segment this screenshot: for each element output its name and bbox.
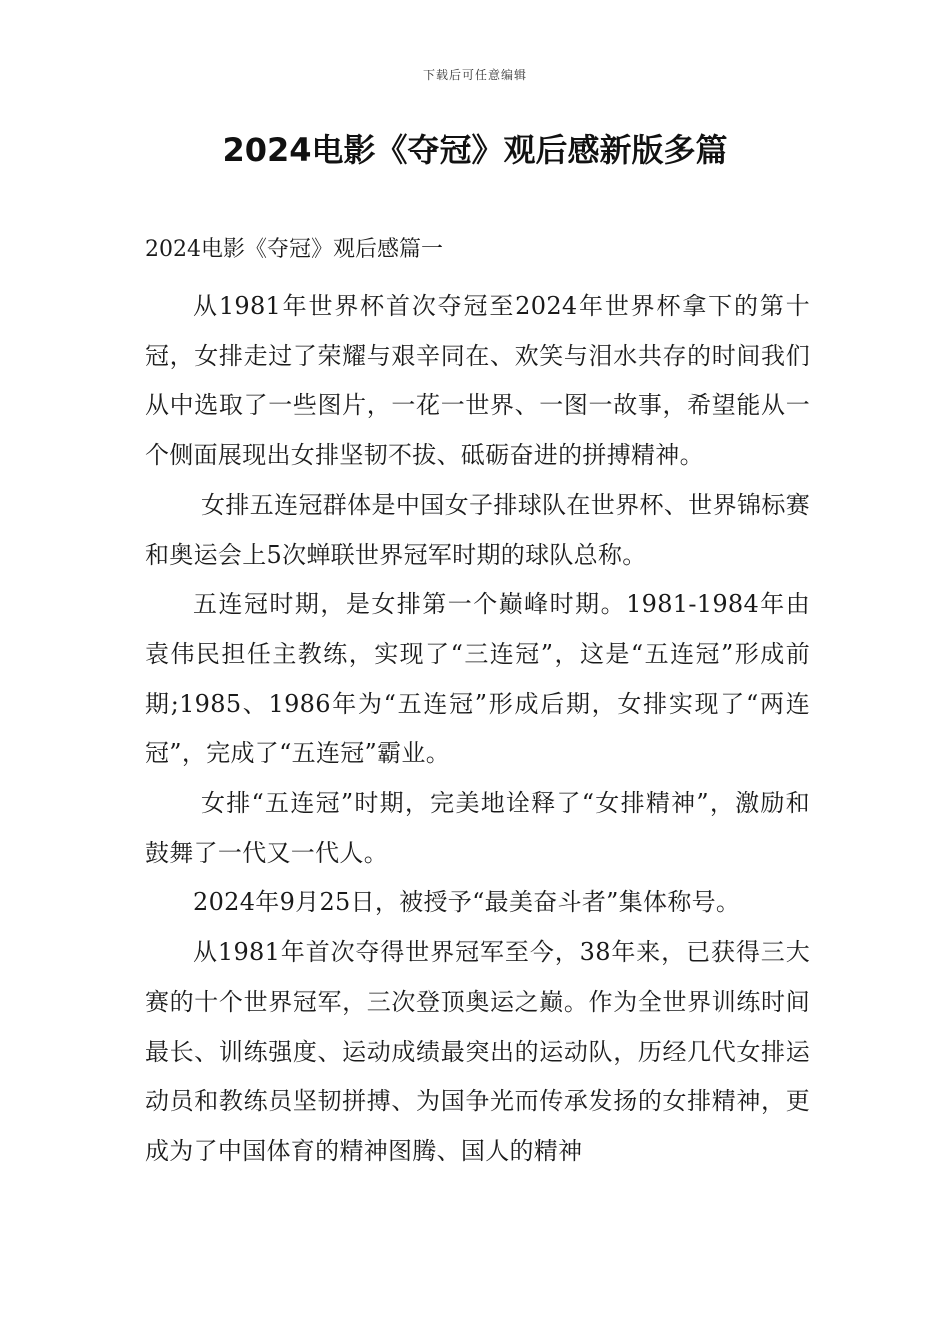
body-text: [145, 282, 810, 1177]
paragraph-4: 女排“五连冠”时期，完美地诠释了“女排精神”，激励和鼓舞了一代又一代人。: [145, 789, 810, 867]
paragraph-3: 五连冠时期，是女排第一个巅峰时期。1981-1984年由袁伟民担任主教练，实现了“三连冠”，这是“五连冠”形成前期;1985、1986年为“五连冠”形成后期，女排实现了“两连冠”，完成了“五连冠”霸业。: [145, 590, 810, 768]
section-heading: 2024电影《夺冠》观后感篇一: [145, 237, 443, 262]
paragraph-1: 从1981年世界杯首次夺冠至2024年世界杯拿下的第十冠，女排走过了荣耀与艰辛同在、欢笑与泪水共存的时间我们从中选取了一些图片，一花一世界、一图一故事，希望能从一个侧面展现出女排坚韧不拔、砥砺奋进的拼搏精神。: [145, 292, 810, 470]
header-note: 下载后可任意编辑: [422, 68, 527, 82]
paragraph-2: 女排五连冠群体是中国女子排球队在世界杯、世界锦标赛和奥运会上5次蝉联世界冠军时期的球队总称。: [145, 490, 810, 569]
paragraph-6: 从1981年首次夺得世界冠军至今，38年来，已获得三大赛的十个世界冠军，三次登顶奥运之巅。作为全世界训练时间最长、训练强度、运动成绩最突出的运动队，历经几代女排运动员和教练员坚韧拼搏、为国争光而传承发扬的女排精神，更成为了中国体育的精神图腾、国人的精神: [145, 938, 810, 1165]
document-title: 2024电影《夺冠》观后感新版多篇: [222, 131, 728, 169]
paragraph-5: 2024年9月25日，被授予“最美奋斗者”集体称号。: [193, 888, 741, 917]
